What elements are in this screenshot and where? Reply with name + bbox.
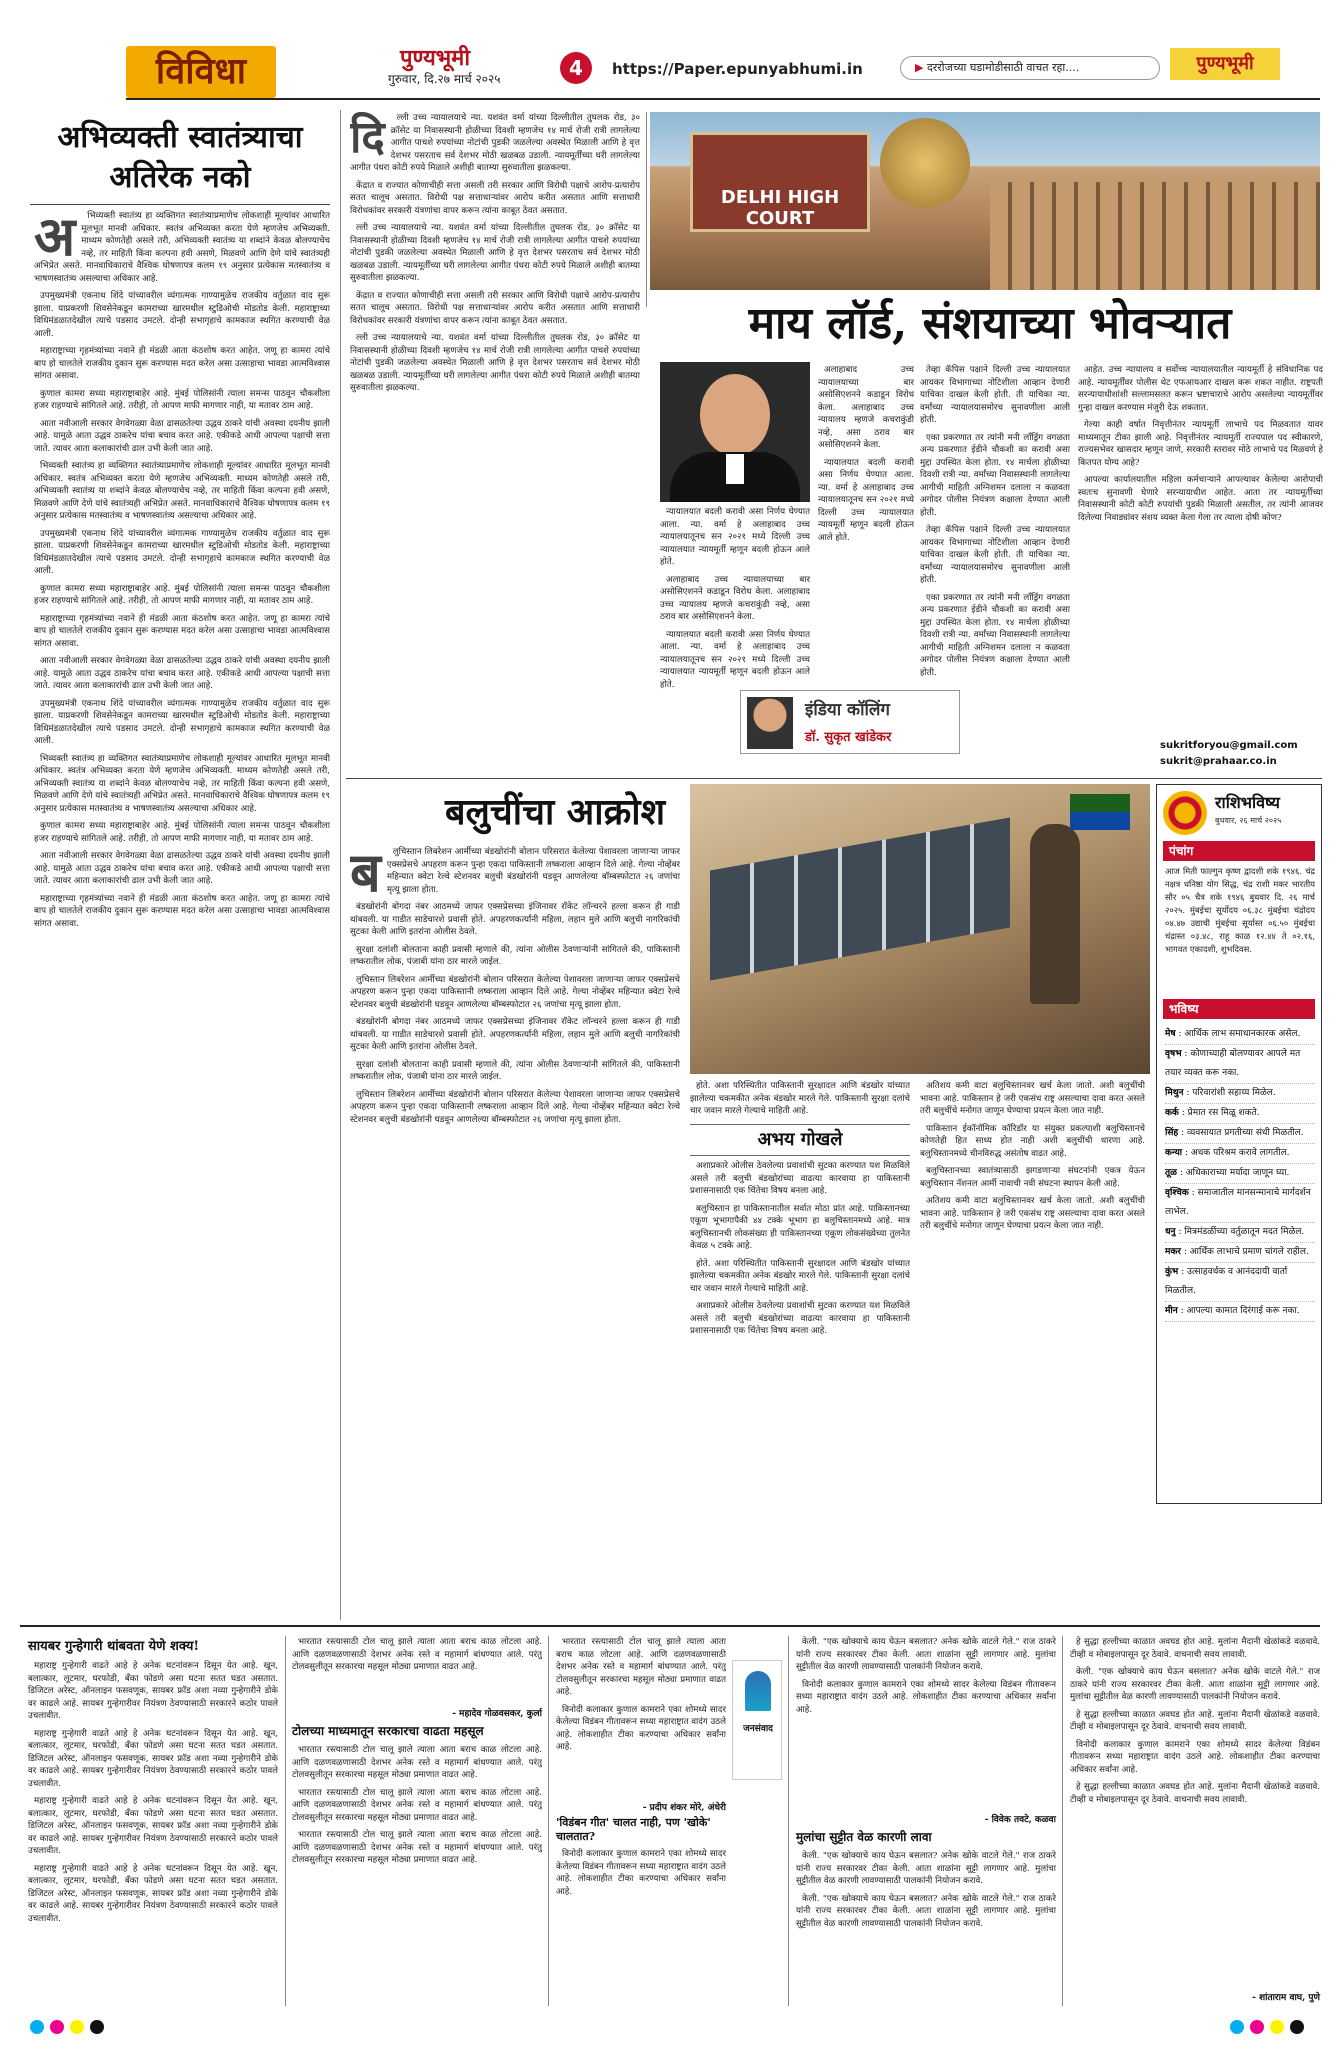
paragraph: विनोदी कलाकार कुणाल कामराने एका शोमध्ये सादर केलेल्या विडंबन गीतावरून सध्या महाराष्ट्रात वादंग उठले आहे. लोकशाहीत टीका करण्याचा अधिकार सर्वांना आहे.	[556, 1849, 726, 1897]
section-title: विविधा	[126, 46, 276, 98]
bhavishya-title: भविष्य	[1169, 1002, 1199, 1016]
page-number-badge	[560, 52, 592, 84]
black-dot-icon	[1290, 2020, 1304, 2034]
paragraph: केंद्रात व राज्यात कोणाचीही सत्ता असली तरी सरकार आणि विरोधी पक्षाचे आरोप-प्रत्यारोप सतत चालूच असतात. विरोधी पक्ष सत्ताधाऱ्यांवर आरोप करीत असतात आणि सत्ताधारी विरोधकांवर सरकारी यंत्रणांचा वापर करून त्यांना काबूत ठेवत असतात.	[350, 180, 640, 216]
bottom-col5	[1070, 1636, 1320, 1986]
paragraph: भारतात रस्त्यासाठी टोल चालू झाले त्याला आता बराच काळ लोटला आहे. आणि दळणवळणासाठी देशभर अनेक रस्ते व महामार्ग बांधण्यात आले. परंतु टोलवसुलीतून सरकारचा महसूल मोठ्या प्रमाणात वाढत आहे.	[292, 1637, 542, 1672]
contact-email-2[interactable]: sukrit@prahaar.co.in	[1160, 756, 1277, 767]
paragraph: विनोदी कलाकार कुणाल कामराने एका शोमध्ये सादर केलेल्या विडंबन गीतावरून सध्या महाराष्ट्रात वादंग उठले आहे. लोकशाहीत टीका करण्याचा अधिकार सर्वांना आहे.	[796, 1679, 1056, 1715]
paragraph: केंद्रात व राज्यात कोणाचीही सत्ता असली तरी सरकार आणि विरोधी पक्षाचे आरोप-प्रत्यारोप सतत चालूच असतात. विरोधी पक्ष सत्ताधाऱ्यांवर आरोप करीत असतात आणि सत्ताधारी विरोधकांवर सरकारी यंत्रणांचा वापर करून त्यांना काबूत ठेवत असतात.	[350, 290, 640, 326]
bottom-divider	[20, 1625, 1320, 1627]
black-dot-icon	[90, 2020, 104, 2034]
paragraph: आता नवीआली सरकार वेगवेगळ्या वेळा ढासळतेल्या उद्धव ठाकरे यांची अवस्था दयनीय झाली आहे. यामुळे आता उद्धव ठाकरेच यांचा बचाव करत आहे. एकीकडे आधी आपल्या पक्षाची सत्ता जाते. त्यावर आता कलाकारांची ढाल उभी केली जात आहे.	[34, 418, 330, 454]
paragraph: अतिशय कमी वाटा बलुचिस्तानवर खर्च केला जातो. अशी बलुचींची भावना आहे. पाकिस्तान हे जरी एकसंध राष्ट्र असल्याचा दावा करत असले तरी बलुचींचे मनोगत जाणून घेण्याचा प्रयत्न केला जात नाही.	[920, 1196, 1145, 1231]
paper-url[interactable]: https://Paper.epunyabhumi.in	[612, 60, 863, 78]
bottom-col2	[292, 1744, 542, 2000]
bottom-col2-sign: - महादेव गोळवसकर, कुर्ला	[452, 1709, 542, 1719]
bottom-col1	[28, 1660, 278, 2000]
paragraph: हे सुद्धा हल्लीच्या काळात अवघड होत आहे. मुलांना मैदानी खेळांकडे वळवावे. टीव्ही व मोबाइलपासून दूर ठेवावे. वाचनाची सवय लावावी.	[1070, 1709, 1320, 1732]
forecast: समाजातील मानसन्मानाचे मार्गदर्शन लाभेल.	[1165, 1188, 1311, 1217]
sign: सिंह	[1165, 1128, 1179, 1138]
train	[710, 818, 1010, 981]
bottom-col2-title: टोलच्या माध्यमातून सरकारचा वाढता महसूल	[292, 1724, 484, 1738]
cyan-dot-icon	[30, 2020, 44, 2034]
forecast: कोणाच्याही बोलण्यावर आपले मत तयार व्यक्त करू नका.	[1165, 1049, 1301, 1078]
flag	[1070, 794, 1130, 830]
forecast: उत्साहवर्धक व आनंददायी वार्ता मिळतील.	[1165, 1267, 1288, 1296]
yellow-dot-icon	[1270, 2020, 1284, 2034]
column-divider	[788, 1636, 789, 2006]
logo-text: जनसंवाद	[743, 1724, 773, 1734]
paragraph: सुरक्षा दलांशी बोलताना काही प्रवासी म्हणाले की, त्यांना ओलीस ठेवणाऱ्यांनी सांगितले की, पाकिस्तानी लष्करातील लोक, पंजाबी यांना ठार मारले जाईल.	[350, 1059, 680, 1082]
left-headline-rule	[30, 204, 330, 205]
paragraph: केली. "एक खोक्याचे काय घेऊन बसलात? अनेक खोके वाटले गेले." राज ठाकरे यांनी राज्य सरकारवर टीका केली. आता शाळांना सुट्टी लागणार आहे. मुलांचा सुट्टीतील वेळ कारणी लावण्यासाठी पालकांनी नियोजन करावे.	[796, 1637, 1056, 1672]
paragraph: तेव्हा कॅपिस पक्षाने दिल्ली उच्च न्यायालयात आयकर विभागाच्या नोटिशीला आव्हान देणारी याचिका दाखल केली होती. ती याचिका न्या. वर्मांच्या न्यायालयासमोरच सुनावणीला आली होती.	[920, 525, 1070, 585]
paragraph: अशाप्रकारे ओलीस ठेवलेल्या प्रवाशांची सुटका करण्यात यश मिळविले असले तरी बलुची बंडखोरांच्या वाढत्या कारवाया हा पाकिस्तानी प्रशासनासाठी एक चिंतेचा विषय बनला आहे.	[690, 1161, 910, 1196]
paragraph: हे सुद्धा हल्लीच्या काळात अवघड होत आहे. मुलांना मैदानी खेळांकडे वळवावे. टीव्ही व मोबाइलपासून दूर ठेवावे. वाचनाची सवय लावावी.	[1070, 1782, 1320, 1805]
arrow-icon: ▶	[915, 61, 927, 74]
collar	[726, 454, 744, 484]
paragraph: आहेत. उच्च न्यायालय व सर्वोच्च न्यायालयातील न्यायमूर्ती हे संविधानिक पद आहे. न्यायमूर्तींवर पोलीस थेट एफआयआर दाखल करू शकत नाहीत. राष्ट्रपती सरन्यायाधीशांशी सल्लामसलत करून भ्रष्टाचाराचे आरोप असलेल्या न्यायमूर्तीवर गुन्हा दाखल करण्यास मंजुरी देऊ शकतात.	[1078, 365, 1323, 413]
paragraph: बंडखोरांनी बोगदा नंबर आठमध्ये जाफर एक्सप्रेसच्या इंजिनावर रॉकेट लॉन्चरने हल्ला करून ही गाडी थांबवली. या गाडीत साडेचारशे प्रवासी होते. अपहरणकर्त्यांनी महिला, लहान मुले आणि बलुची नागरिकांची सुटका केली आणि इतरांना ओलीस ठेवले.	[350, 902, 680, 937]
paragraph: महाराष्ट्राच्या गृहमंत्र्यांच्या नवाने ही मंडळी आता कंठशोष करत आहेत. जणू हा कामरा त्यांचे बाप हो चालतेले राजकीय दुकान सुरू करण्यास मदत करेल असा उत्साहाचा भावडा आत्मविश्वास सांगत असावा.	[34, 893, 330, 929]
yellow-dot-icon	[70, 2020, 84, 2034]
paragraph: ल्ली उच्च न्यायालयाचे न्या. यशवंत वर्मा यांच्या दिल्लीतील तुघलक रोड, ३० क्रॉसेट या निवासस्थानी होळीच्या दिवशी म्हणजेच १४ मार्च रोजी रात्री लागलेल्या आगीत पाचशे रुपयांच्या नोटांची पुडकी जळलेल्या अवस्थेत मिळाली आणि हे वृत्त देशभर पसरताच सर्व देशभर मोठी खळबळ उडाली. न्यायमूर्तींच्या घरी लागलेल्या आगीत पंधरा कोटी रुपये मिळाले अशीही बातम्या सुरुवातीला झळकल्या.	[350, 223, 640, 283]
face	[700, 374, 770, 456]
article-center-col1	[350, 112, 640, 772]
paragraph: अलाहाबाद उच्च न्यायालयाच्या बार असोसिएशनने कडाडून विरोध केला. अलाहाबाद उच्च न्यायालय म्हणजे कचराकुंडी नव्हे, असा ठराव बार असोसिएशनने केला.	[660, 574, 810, 622]
paragraph: उपमुख्यमंत्री एकनाथ शिंदे यांच्यावरील व्यंगात्मक गाण्यामुळेच राजकीय वर्तुळात वाद सुरू झाला. याप्रकरणी शिवसेनेकडून कामराच्या खारमधील स्टुडिओची मोडतोड केली. महाराष्ट्राच्या विधिमंडळातदेखील त्याचे पडसाद उमटले. दोन्ही सभागृहाचे कामकाज स्थगित करण्याची वेळ आली.	[34, 528, 330, 576]
article-center-col3a	[818, 364, 914, 664]
sign: धनु	[1165, 1227, 1176, 1237]
paragraph: महाराष्ट्र गुन्हेगारी वाढते आहे हे अनेक घटनांवरून दिसून येत आहे. खून, बलात्कार, लूटमार, घरफोडी, बँका फोडणे असा घटना सतत घडत असतात. डिजिटल अरेस्ट, ऑनलाइन फसवणूक, सायबर फ्रॉड अशा नव्या गुन्हेगारीने डोके वर काढले आहे. सायबर गुन्हेगारीवर नियंत्रण ठेवण्यासाठी सरकारने कठोर पावले उचलावीत.	[28, 1863, 278, 1924]
paragraph: भारतात रस्त्यासाठी टोल चालू झाले त्याला आता बराच काळ लोटला आहे. आणि दळणवळणासाठी देशभर अनेक रस्ते व महामार्ग बांधण्यात आले. परंतु टोलवसुलीतून सरकारचा महसूल मोठ्या प्रमाणात वाढत आहे.	[556, 1637, 726, 1697]
rashi-title: राशिभविष्य	[1215, 793, 1280, 812]
rashi-item: कर्क : प्रेमात रस मिळू शकते.	[1165, 1104, 1315, 1124]
panchang-text: आज मिती फाल्गुन कृष्ण द्वादशी शके १९४६. चंद्र नक्षत्र धनिष्ठा योग सिद्ध, चंद्र राशी मकर भारतीय सौर ०५ चैत्र शके १९४६ बुधवार दि. २६ मार्च २०२५. मुंबईचा सूर्योदय ०६.३८ मुंबईचा चंद्रोदय ०४.४७ उद्याची मुंबईचा सूर्यास्त ०६.५० मुंबईचा चंद्रास्त ०३.४८, राहू काळ १२.४४ ते ०२.१६, भागवत एकादशी, शुभदिवस.	[1165, 866, 1315, 954]
paragraph: विनोदी कलाकार कुणाल कामराने एका शोमध्ये सादर केलेल्या विडंबन गीतावरून सध्या महाराष्ट्रात वादंग उठले आहे. लोकशाहीत टीका करण्याचा अधिकार सर्वांना आहे.	[1070, 1739, 1320, 1775]
column-divider	[340, 110, 341, 1620]
dropcap-baluch: ब	[350, 846, 381, 904]
paragraph: सुरक्षा दलांशी बोलताना काही प्रवासी म्हणाले की, त्यांना ओलीस ठेवणाऱ्यांनी सांगितले की, पाकिस्तानी लष्करातील लोक, पंजाबी यांना ठार मारले जाईल.	[350, 944, 680, 967]
paragraph: बलुचिस्तानच्या स्वातंत्र्यासाठी झगडणाऱ्या संघटनांनी एकत्र येऊन बलुचिस्तान नॅशनल आर्मी नावाची नवी संघटना स्थापन केली आहे.	[920, 1166, 1145, 1189]
paragraph: पाकिस्तान ईकॉनॉमिक कॉरिडॉर या संयुक्त प्रकल्पाशी बलुचिस्तानचे कोणतेही हित साध्य होत नाही अशी बलुचींची धारणा आहे. बलुचिस्तानमध्ये चीनविरुद्ध असंतोष वाढत आहे.	[920, 1123, 1145, 1159]
paragraph: एका प्रकरणात तर त्यांनी मनी लाँड्रिंग वगळता अन्य प्रकरणात ईडीने चौकशी का करावी असा मुद्दा उपस्थित केला होता. १४ मार्चला होळीच्या दिवशी रात्री न्या. वर्मांच्या निवासस्थानी लागलेल्या आगीची माहिती अग्निशमन दलाला न कळवता अगोदर पोलीस नियंत्रण कक्षाला देण्यात आली होती.	[920, 592, 1070, 678]
headline-center: माय लॉर्ड, संशयाच्या भोवऱ्यात	[748, 298, 1232, 349]
paragraph: न्यायालयात बदली करावी असा निर्णय घेण्यात आला. न्या. वर्मा हे अलाहाबाद उच्च न्यायालयातूनच सन २०२१ मध्ये दिल्ली उच्च न्यायालयात न्यायमूर्ती म्हणून बदली होऊन आले होते.	[660, 507, 810, 567]
paragraph: लुचिस्तान लिबरेशन आर्मीच्या बंडखोरांनी बोलान परिसरात केलेल्या पेशावरला जाणाऱ्या जाफर एक्सप्रेसचे अपहरण करून पुन्हा एकदा पाकिस्तानी लष्कराला आव्हान दिले आहे. गेल्या नोव्हेंबर महिन्यात क्वेटा रेल्वे स्टेशनवर बलुची बंडखोरांनी घडवून आणलेल्या बॉम्बस्फोटात २६ जणांचा मृत्यू झाला होता.	[350, 1089, 680, 1125]
bottom-col1-title: सायबर गुन्हेगारी थांबवता येणे शक्य!	[28, 1639, 200, 1654]
headline-baluch: बलुचींचा आक्रोश	[444, 791, 666, 833]
paragraph: भिव्यक्ती स्वातंत्र्य हा व्यक्तिगत स्वातंत्र्याप्रमाणेच लोकशाही मूल्यांवर आधारित मूलभूत मानवी अधिकार. स्वतंत्र अभिव्यक्त करता येणे म्हणजेच अभिव्यक्ती. माध्यम कोणतेही असले तरी, अभिव्यक्ती स्वातंत्र्य या शब्दांने केवळ बोलण्याचेच नव्हे, तर माहिती किंवा कल्पना हवी असणे, मिळवणे आणि देणे यांचे स्वातंत्र्यही अभिप्रेत असते. मानवाधिकाराचे वैश्विक घोषणापत्र कलम १९ अनुसार प्रत्येकास मतस्वातंत्र्य व भाषणस्वातंत्र्य असल्याचा अधिकार आहे.	[34, 461, 330, 521]
date-line: गुरुवार, दि.२७ मार्च २०२५	[388, 72, 501, 86]
paragraph: अतिशय कमी वाटा बलुचिस्तानवर खर्च केला जातो. अशी बलुचींची भावना आहे. पाकिस्तान हे जरी एकसंध राष्ट्र असल्याचा दावा करत असले तरी बलुचींचे मनोगत जाणून घेण्याचा प्रयत्न केला जात नाही.	[920, 1081, 1145, 1116]
forecast: व्यवसायात प्रगतीच्या संधी मिळतील.	[1186, 1128, 1304, 1138]
paragraph: लुचिस्तान लिबरेशन आर्मीच्या बंडखोरांनी बोलान परिसरात केलेल्या पेशावरला जाणाऱ्या जाफर एक्सप्रेसचे अपहरण करून पुन्हा एकदा पाकिस्तानी लष्कराला आव्हान दिले आहे. गेल्या नोव्हेंबर महिन्यात क्वेटा रेल्वे स्टेशनवर बलुची बंडखोरांनी घडवून आणलेल्या बॉम्बस्फोटात २६ जणांचा मृत्यू झाला होता.	[386, 847, 680, 895]
paragraph: होते. अशा परिस्थितीत पाकिस्तानी सुरक्षादल आणि बंडखोर यांच्यात झालेल्या चकमकीत अनेक बंडखोर मारले गेले. पाकिस्तानी सुरक्षा दलांचे चार जवान मारले गेल्याचे माहिती आहे.	[690, 1258, 910, 1294]
paragraph: केली. "एक खोक्याचे काय घेऊन बसलात? अनेक खोके वाटले गेले." राज ठाकरे यांनी राज्य सरकारवर टीका केली. आता शाळांना सुट्टी लागणार आहे. मुलांचा सुट्टीतील वेळ कारणी लावण्यासाठी पालकांनी नियोजन करावे.	[796, 1851, 1056, 1886]
forecast: आर्थिक लाभ समाधानकारक असेल.	[1184, 1029, 1301, 1039]
paragraph: अशाप्रकारे ओलीस ठेवलेल्या प्रवाशांची सुटका करण्यात यश मिळविले असले तरी बलुची बंडखोरांच्या वाढत्या कारवाया हा पाकिस्तानी प्रशासनासाठी एक चिंतेचा विषय बनला आहे.	[690, 1301, 910, 1336]
paragraph: भिव्यक्ती स्वातंत्र्य हा व्यक्तिगत स्वातंत्र्याप्रमाणेच लोकशाही मूल्यांवर आधारित मूलभूत मानवी अधिकार. स्वतंत्र अभिव्यक्त करता येणे म्हणजेच अभिव्यक्ती. माध्यम कोणतेही असले तरी, अभिव्यक्ती स्वातंत्र्य या शब्दांने केवळ बोलण्याचेच नव्हे, तर माहिती किंवा कल्पना हवी असणे, मिळवणे आणि देणे यांचे स्वातंत्र्यही अभिप्रेत असते. मानवाधिकाराचे वैश्विक घोषणापत्र कलम १९ अनुसार प्रत्येकास मतस्वातंत्र्य व भाषणस्वातंत्र्य असल्याचा अधिकार आहे.	[34, 211, 330, 284]
forecast: आर्थिक लाभाचे प्रमाण चांगले राहील.	[1189, 1247, 1309, 1257]
paragraph: आपल्या कार्यालयातील महिला कर्मचाऱ्याने आपल्यावर केलेल्या आरोपाची स्वतःच सुनावणी घेणारे सरन्यायाधीश आहेत. आता तर न्यायमूर्तीच्या निवासस्थानी कोटी कोटी रुपयांची पुडकी मिळाली असतील, तर त्यांनी आजवर दिलेल्या निवाड्यांवर संशय व्यक्त केला गेला तर त्याला दोषी कोण?	[1078, 475, 1323, 523]
column-label: इंडिया कॉलिंग	[805, 700, 890, 720]
page-number: 4	[569, 56, 583, 80]
forecast: मित्रमंडळींच्या वर्तुळातून मदत मिळेल.	[1184, 1227, 1305, 1237]
bottom-col5-sign: - शांताराम वाघ, पुणे	[1252, 1993, 1320, 2003]
bottom-col3	[556, 1848, 726, 2000]
paragraph: उपमुख्यमंत्री एकनाथ शिंदे यांच्यावरील व्यंगात्मक गाण्यामुळेच राजकीय वर्तुळात वाद सुरू झाला. याप्रकरणी शिवसेनेकडून कामराच्या खारमधील स्टुडिओची मोडतोड केली. महाराष्ट्राच्या विधिमंडळातदेखील त्याचे पडसाद उमटले. दोन्ही सभागृहाचे कामकाज स्थगित करण्याची वेळ आली.	[34, 291, 330, 339]
paragraph: न्यायालयात बदली करावी असा निर्णय घेण्यात आला. न्या. वर्मा हे अलाहाबाद उच्च न्यायालयातूनच सन २०२१ मध्ये दिल्ली उच्च न्यायालयात न्यायमूर्ती म्हणून बदली होऊन आले होते.	[818, 457, 914, 543]
paragraph: हे सुद्धा हल्लीच्या काळात अवघड होत आहे. मुलांना मैदानी खेळांकडे वळवावे. टीव्ही व मोबाइलपासून दूर ठेवावे. वाचनाची सवय लावावी.	[1070, 1637, 1320, 1660]
forecast: आपल्या कामात दिरंगाई करू नका.	[1186, 1306, 1300, 1316]
paragraph: केली. "एक खोक्याचे काय घेऊन बसलात? अनेक खोके वाटले गेले." राज ठाकरे यांनी राज्य सरकारवर टीका केली. आता शाळांना सुट्टी लागणार आहे. मुलांचा सुट्टीतील वेळ कारणी लावण्यासाठी पालकांनी नियोजन करावे.	[796, 1893, 1056, 1929]
author-name: डॉ. सुकृत खांडेकर	[805, 730, 892, 745]
article-left-body	[34, 210, 330, 1610]
rashi-list	[1165, 1025, 1315, 1322]
forecast: अधिकाराच्या मर्यादा जाणून घ्या.	[1185, 1168, 1290, 1178]
sign: कर्क	[1165, 1108, 1179, 1118]
bottom-col4-title: मुलांचा सुट्टीत वेळ कारणी लावा	[796, 1830, 932, 1844]
rashi-item: कन्या : अधक परिश्रम करावे लागतील.	[1165, 1144, 1315, 1164]
tagline-banner	[900, 56, 1160, 80]
rashi-item: वृश्चिक : समाजातील मानसन्मानाचे मार्गदर्शन लाभेल.	[1165, 1184, 1315, 1223]
forecast: प्रेमात रस मिळू शकते.	[1187, 1108, 1260, 1118]
paragraph: महाराष्ट्राच्या गृहमंत्र्यांच्या नवाने ही मंडळी आता कंठशोष करत आहेत. जणू हा कामरा त्यांचे बाप हो चालतेले राजकीय दुकान सुरू करण्यास मदत करेल असा उत्साहाचा भावडा आत्मविश्वास सांगत असावा.	[34, 346, 330, 381]
paragraph: महाराष्ट्र गुन्हेगारी वाढते आहे हे अनेक घटनांवरून दिसून येत आहे. खून, बलात्कार, लूटमार, घरफोडी, बँका फोडणे असा घटना सतत घडत असतात. डिजिटल अरेस्ट, ऑनलाइन फसवणूक, सायबर फ्रॉड अशा नव्या गुन्हेगारीने डोके वर काढले आहे. सायबर गुन्हेगारीवर नियंत्रण ठेवण्यासाठी सरकारने कठोर पावले उचलावीत.	[28, 1661, 278, 1721]
rashi-item: धनु : मित्रमंडळींच्या वर्तुळातून मदत मिळेल.	[1165, 1223, 1315, 1243]
bhavishya-header	[1163, 999, 1315, 1019]
paragraph: उपमुख्यमंत्री एकनाथ शिंदे यांच्यावरील व्यंगात्मक गाण्यामुळेच राजकीय वर्तुळात वाद सुरू झाला. याप्रकरणी शिवसेनेकडून कामराच्या खारमधील स्टुडिओची मोडतोड केली. महाराष्ट्राच्या विधिमंडळातदेखील त्याचे पडसाद उमटले. दोन्ही सभागृहाचे कामकाज स्थगित करण्याची वेळ आली.	[34, 698, 330, 746]
tagline: दररोजच्या घडामोडीसाठी वाचत रहा....	[926, 61, 1080, 74]
sign: कुंभ	[1165, 1267, 1179, 1277]
sign: वृषभ	[1165, 1049, 1182, 1059]
paragraph: भिव्यक्ती स्वातंत्र्य हा व्यक्तिगत स्वातंत्र्याप्रमाणेच लोकशाही मूल्यांवर आधारित मूलभूत मानवी अधिकार. स्वतंत्र अभिव्यक्त करता येणे म्हणजेच अभिव्यक्ती. माध्यम कोणतेही असले तरी, अभिव्यक्ती स्वातंत्र्य या शब्दांने केवळ बोलण्याचेच नव्हे, तर माहिती किंवा कल्पना हवी असणे, मिळवणे आणि देणे यांचे स्वातंत्र्यही अभिप्रेत असते. मानवाधिकाराचे वैश्विक घोषणापत्र कलम १९ अनुसार प्रत्येकास मतस्वातंत्र्य व भाषणस्वातंत्र्य असल्याचा अधिकार आहे.	[34, 753, 330, 814]
bottom-col4-sign: - विवेक तवटे, कळवा	[984, 1815, 1056, 1825]
rashi-item: तूळ : अधिकाराच्या मर्यादा जाणून घ्या.	[1165, 1164, 1315, 1184]
bottom-col4a	[796, 1636, 1056, 1806]
masthead-divider	[126, 98, 1320, 100]
paragraph: महाराष्ट्र गुन्हेगारी वाढते आहे हे अनेक घटनांवरून दिसून येत आहे. खून, बलात्कार, लूटमार, घरफोडी, बँका फोडणे असा घटना सतत घडत असतात. डिजिटल अरेस्ट, ऑनलाइन फसवणूक, सायबर फ्रॉड अशा नव्या गुन्हेगारीने डोके वर काढले आहे. सायबर गुन्हेगारीवर नियंत्रण ठेवण्यासाठी सरकारने कठोर पावले उचलावीत.	[28, 1796, 278, 1856]
column-label-box	[740, 690, 960, 754]
dropcap-center: दि	[350, 112, 385, 163]
paragraph: अलाहाबाद उच्च न्यायालयाच्या बार असोसिएशनने कडाडून विरोध केला. अलाहाबाद उच्च न्यायालय म्हणजे कचराकुंडी नव्हे, असा ठराव बार असोसिएशनने केला.	[818, 365, 914, 450]
logo-figure-icon	[745, 1671, 771, 1711]
zodiac-wheel-icon	[1163, 791, 1207, 835]
rashi-item: मीन : आपल्या कामात दिरंगाई करू नका.	[1165, 1302, 1315, 1322]
masthead	[20, 12, 1320, 92]
brand-logo-right: पुण्यभूमी	[1170, 48, 1280, 80]
headline-left: अभिव्यक्ती स्वातंत्र्याचा अतिरेक नको	[57, 120, 303, 195]
paragraph: भारतात रस्त्यासाठी टोल चालू झाले त्याला आता बराच काळ लोटला आहे. आणि दळणवळणासाठी देशभर अनेक रस्ते व महामार्ग बांधण्यात आले. परंतु टोलवसुलीतून सरकारचा महसूल मोठ्या प्रमाणात वाढत आहे.	[292, 1745, 542, 1780]
panchang-title: पंचांग	[1169, 844, 1194, 858]
emblem-icon	[880, 118, 970, 208]
article-baluch-col2b	[690, 1160, 910, 1520]
column-divider	[646, 112, 647, 307]
paragraph: बलुचिस्तान हा पाकिस्तानातील सर्वात मोठा प्रांत आहे. पाकिस्तानच्या एकूण भूभागापैकी ४४ टक्के भूभाग हा बलुचिस्तानमध्ये आहे. मात्र बलुचिस्तानची लोकसंख्या ही पाकिस्तानच्या एकूण लोकसंख्येच्या तुलनेत केवळ ५ टक्के आहे.	[690, 1203, 910, 1251]
article-baluch-col3	[920, 1080, 1145, 1520]
sign: कन्या	[1165, 1148, 1183, 1158]
panchang-header	[1163, 841, 1315, 861]
soldier-figure	[1030, 824, 1080, 1004]
contact-email-1[interactable]: sukritforyou@gmail.com	[1160, 740, 1298, 751]
magenta-dot-icon	[50, 2020, 64, 2034]
rashi-date: बुधवार, २६ मार्च २०२५	[1215, 816, 1282, 825]
cyan-dot-icon	[1230, 2020, 1244, 2034]
paragraph: होते. अशा परिस्थितीत पाकिस्तानी सुरक्षादल आणि बंडखोर यांच्यात झालेल्या चकमकीत अनेक बंडखोर मारले गेले. पाकिस्तानी सुरक्षा दलांचे चार जवान मारले गेल्याचे माहिती आहे.	[690, 1081, 910, 1116]
paragraph: भारतात रस्त्यासाठी टोल चालू झाले त्याला आता बराच काळ लोटला आहे. आणि दळणवळणासाठी देशभर अनेक रस्ते व महामार्ग बांधण्यात आले. परंतु टोलवसुलीतून सरकारचा महसूल मोठ्या प्रमाणात वाढत आहे.	[292, 1830, 542, 1865]
paragraph: कुणाल कामरा सध्या महाराष्ट्राबाहेर आहे. मुंबई पोलिसांनी त्याला समन्स पाठवून चौकशीला हजर राहण्याचे सांगितले आहे. तरीही, तो आपण माफी मागणार नाही, या मतावर ठाम आहे.	[34, 388, 330, 411]
paragraph: महाराष्ट्राच्या गृहमंत्र्यांच्या नवाने ही मंडळी आता कंठशोष करत आहेत. जणू हा कामरा त्यांचे बाप हो चालतेले राजकीय दुकान सुरू करण्यास मदत करेल असा उत्साहाचा भावडा आत्मविश्वास सांगत असावा.	[34, 613, 330, 649]
paragraph: आता नवीआली सरकार वेगवेगळ्या वेळा ढासळतेल्या उद्धव ठाकरे यांची अवस्था दयनीय झाली आहे. यामुळे आता उद्धव ठाकरेच यांचा बचाव करत आहे. एकीकडे आधी आपल्या पक्षाची सत्ता जाते. त्यावर आता कलाकारांची ढाल उभी केली जात आहे.	[34, 656, 330, 691]
rashi-item: मेष : आर्थिक लाभ समाधानकारक असेल.	[1165, 1025, 1315, 1045]
delhi-high-court-photo	[650, 112, 1320, 290]
paragraph: आता नवीआली सरकार वेगवेगळ्या वेळा ढासळतेल्या उद्धव ठाकरे यांची अवस्था दयनीय झाली आहे. यामुळे आता उद्धव ठाकरेच यांचा बचाव करत आहे. एकीकडे आधी आपल्या पक्षाची सत्ता जाते. त्यावर आता कलाकारांची ढाल उभी केली जात आहे.	[34, 851, 330, 886]
paragraph: कुणाल कामरा सध्या महाराष्ट्राबाहेर आहे. मुंबई पोलिसांनी त्याला समन्स पाठवून चौकशीला हजर राहण्याचे सांगितले आहे. तरीही, तो आपण माफी मागणार नाही, या मतावर ठाम आहे.	[34, 821, 330, 844]
paragraph: ल्ली उच्च न्यायालयाचे न्या. यशवंत वर्मा यांच्या दिल्लीतील तुघलक रोड, ३० क्रॉसेट या निवासस्थानी होळीच्या दिवशी म्हणजेच १४ मार्च रोजी रात्री लागलेल्या आगीत पाचशे रुपयांच्या नोटांची पुडकी जळलेल्या अवस्थेत मिळाली आणि हे वृत्त देशभर पसरताच सर्व देशभर मोठी खळबळ उडाली. न्यायमूर्तींच्या घरी लागलेल्या आगीत पंधरा कोटी रुपये मिळाले अशीही बातम्या सुरुवातीला झळकल्या.	[350, 113, 640, 173]
bottom-col3-title: 'विडंबन गीत' चालत नाही, पण 'खोके' चालतात?	[556, 1816, 711, 1843]
paragraph: विनोदी कलाकार कुणाल कामराने एका शोमध्ये सादर केलेल्या विडंबन गीतावरून सध्या महाराष्ट्रात वादंग उठले आहे. लोकशाहीत टीका करण्याचा अधिकार सर्वांना आहे.	[556, 1704, 726, 1752]
paragraph: लुचिस्तान लिबरेशन आर्मीच्या बंडखोरांनी बोलान परिसरात केलेल्या पेशावरला जाणाऱ्या जाफर एक्सप्रेसचे अपहरण करून पुन्हा एकदा पाकिस्तानी लष्कराला आव्हान दिले आहे. गेल्या नोव्हेंबर महिन्यात क्वेटा रेल्वे स्टेशनवर बलुची बंडखोरांनी घडवून आणलेल्या बॉम्बस्फोटात २६ जणांचा मृत्यू झाला होता.	[350, 974, 680, 1010]
jansanvad-logo	[732, 1660, 782, 1780]
column-divider	[548, 1636, 549, 2006]
building-facade	[990, 182, 1320, 290]
paragraph: भारतात रस्त्यासाठी टोल चालू झाले त्याला आता बराच काळ लोटला आहे. आणि दळणवळणासाठी देशभर अनेक रस्ते व महामार्ग बांधण्यात आले. परंतु टोलवसुलीतून सरकारचा महसूल मोठ्या प्रमाणात वाढत आहे.	[292, 1787, 542, 1823]
article-baluch-col1	[350, 846, 680, 1526]
section-divider	[346, 778, 1322, 779]
paragraph: गेल्या काही वर्षात निवृत्तीनंतर न्यायमूर्ती लाभाचे पद मिळवतात यावर माध्यमातून टीका झाली आहे. निवृत्तीनंतर न्यायमूर्ती राज्यपाल पद स्वीकारणे, राज्यसभेवर खासदार म्हणून जाणे, सरकारी स्तरावर मोठे लाभाचे पद मिळवणे हे कितपत योग्य आहे?	[1078, 420, 1323, 468]
forecast: अधक परिश्रम करावे लागतील.	[1190, 1148, 1290, 1158]
brand-logo: पुण्यभूमी	[400, 46, 471, 71]
court-sign-text: DELHI HIGH COURT	[720, 187, 840, 229]
rashi-item: सिंह : व्यवसायात प्रगतीच्या संधी मिळतील.	[1165, 1124, 1315, 1144]
sign: तूळ	[1165, 1168, 1177, 1178]
article-baluch-col2	[690, 1080, 910, 1120]
rashi-item: मकर : आर्थिक लाभाचे प्रमाण चांगले राहील.	[1165, 1243, 1315, 1263]
registration-marks-right	[1230, 2020, 1304, 2034]
bottom-col3-sign: - प्रदीप शंकर मोरे, अंधेरी	[642, 1803, 726, 1813]
article-center-col4	[1078, 364, 1323, 734]
paragraph: कुणाल कामरा सध्या महाराष्ट्राबाहेर आहे. मुंबई पोलिसांनी त्याला समन्स पाठवून चौकशीला हजर राहण्याचे सांगितले आहे. तरीही, तो आपण माफी मागणार नाही, या मतावर ठाम आहे.	[34, 583, 330, 606]
sign: वृश्चिक	[1165, 1188, 1189, 1198]
judge-portrait	[660, 362, 810, 502]
bottom-col2a	[292, 1636, 542, 1706]
registration-marks-left	[30, 2020, 104, 2034]
rashi-bhavishya-box	[1156, 784, 1322, 1504]
paragraph: एका प्रकरणात तर त्यांनी मनी लाँड्रिंग वगळता अन्य प्रकरणात ईडीने चौकशी का करावी असा मुद्दा उपस्थित केला होता. १४ मार्चला होळीच्या दिवशी रात्री न्या. वर्मांच्या निवासस्थानी लागलेल्या आगीची माहिती अग्निशमन दलाला न कळवता अगोदर पोलीस नियंत्रण कक्षाला देण्यात आली होती.	[920, 432, 1070, 518]
forecast: परिवारांशी सहाय्य मिळेल.	[1192, 1088, 1276, 1098]
rashi-item: कुंभ : उत्साहवर्धक व आनंददायी वार्ता मिळतील.	[1165, 1263, 1315, 1302]
author-baluch: अभय गोखले	[690, 1124, 910, 1156]
sign: मीन	[1165, 1306, 1178, 1316]
bottom-col4	[796, 1850, 1056, 2000]
column-divider	[285, 1636, 286, 2006]
bottom-col3a	[556, 1636, 726, 1796]
rashi-item: मिथुन : परिवारांशी सहाय्य मिळेल.	[1165, 1084, 1315, 1104]
paragraph: महाराष्ट्र गुन्हेगारी वाढते आहे हे अनेक घटनांवरून दिसून येत आहे. खून, बलात्कार, लूटमार, घरफोडी, बँका फोडणे असा घटना सतत घडत असतात. डिजिटल अरेस्ट, ऑनलाइन फसवणूक, सायबर फ्रॉड अशा नव्या गुन्हेगारीने डोके वर काढले आहे. सायबर गुन्हेगारीवर नियंत्रण ठेवण्यासाठी सरकारने कठोर पावले उचलावीत.	[28, 1728, 278, 1789]
train-hijack-photo	[690, 784, 1150, 1074]
paragraph: केली. "एक खोक्याचे काय घेऊन बसलात? अनेक खोके वाटले गेले." राज ठाकरे यांनी राज्य सरकारवर टीका केली. आता शाळांना सुट्टी लागणार आहे. मुलांचा सुट्टीतील वेळ कारणी लावण्यासाठी पालकांनी नियोजन करावे.	[1070, 1667, 1320, 1702]
rashi-item: वृषभ : कोणाच्याही बोलण्यावर आपले मत तयार व्यक्त करू नका.	[1165, 1045, 1315, 1084]
court-sign	[690, 132, 870, 232]
column-divider	[1062, 1636, 1063, 2006]
author-photo	[747, 697, 793, 749]
sign: मकर	[1165, 1247, 1181, 1257]
paragraph: ल्ली उच्च न्यायालयाचे न्या. यशवंत वर्मा यांच्या दिल्लीतील तुघलक रोड, ३० क्रॉसेट या निवासस्थानी होळीच्या दिवशी म्हणजेच १४ मार्च रोजी रात्री लागलेल्या आगीत पाचशे रुपयांच्या नोटांची पुडकी जळलेल्या अवस्थेत मिळाली आणि हे वृत्त देशभर पसरताच सर्व देशभर मोठी खळबळ उडाली. न्यायमूर्तींच्या घरी लागलेल्या आगीत पंधरा कोटी रुपये मिळाले अशीही बातम्या सुरुवातीला झळकल्या.	[350, 333, 640, 393]
dropcap-left: अ	[34, 210, 76, 268]
sign: मिथुन	[1165, 1088, 1184, 1098]
sign: मेष	[1165, 1029, 1176, 1039]
magenta-dot-icon	[1250, 2020, 1264, 2034]
paragraph: बंडखोरांनी बोगदा नंबर आठमध्ये जाफर एक्सप्रेसच्या इंजिनावर रॉकेट लॉन्चरने हल्ला करून ही गाडी थांबवली. या गाडीत साडेचारशे प्रवासी होते. अपहरणकर्त्यांनी महिला, लहान मुले आणि बलुची नागरिकांची सुटका केली आणि इतरांना ओलीस ठेवले.	[350, 1017, 680, 1052]
paragraph: तेव्हा कॅपिस पक्षाने दिल्ली उच्च न्यायालयात आयकर विभागाच्या नोटिशीला आव्हान देणारी याचिका दाखल केली होती. ती याचिका न्या. वर्मांच्या न्यायालयासमोरच सुनावणीला आली होती.	[920, 365, 1070, 425]
paragraph: न्यायालयात बदली करावी असा निर्णय घेण्यात आला. न्या. वर्मा हे अलाहाबाद उच्च न्यायालयातूनच सन २०२१ मध्ये दिल्ली उच्च न्यायालयात न्यायमूर्ती म्हणून बदली होऊन आले होते.	[660, 629, 810, 690]
